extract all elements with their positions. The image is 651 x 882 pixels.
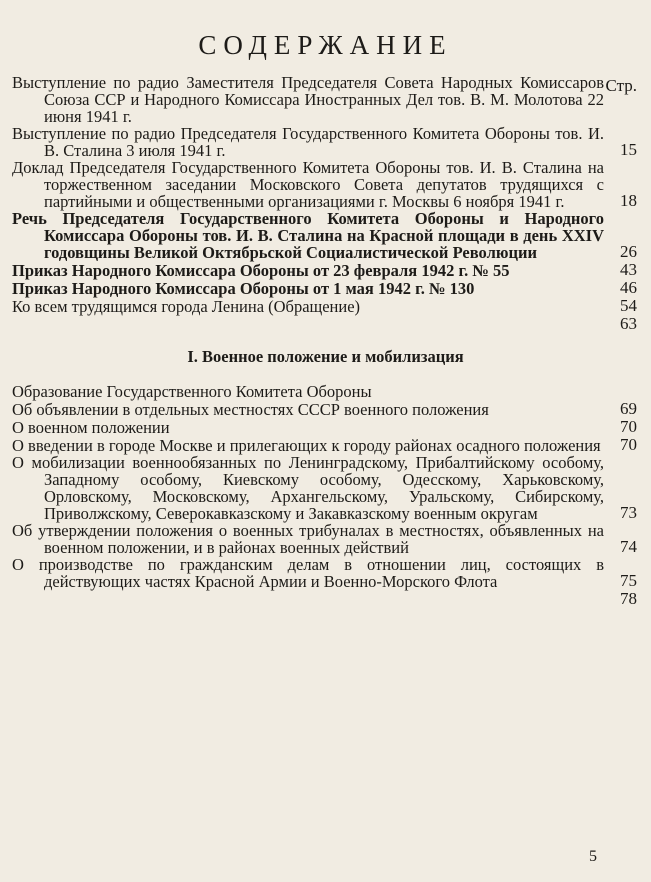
toc-entry-title: О мобилизации военнообязанных по Ленинградскому, Прибалтийскому особому, Западному особому, Киевскому особому, Одесскому, Харьковскому, Орловскому, Московскому, Архангельскому, Уральскому, Сибирскому, Приволжскому, Северокавказскому и Закавказскому военным округам xyxy=(12,453,604,523)
toc-entry-page: 54 xyxy=(620,296,637,315)
toc-entry-title: Приказ Народного Комиссара Обороны от 23 февраля 1942 г. № 55 xyxy=(12,261,510,280)
toc-entry-page: 43 xyxy=(620,260,637,279)
toc-entry xyxy=(0,454,651,522)
toc-entry-title: О производстве по гражданским делам в отношении лиц, состоящих в действующих частях Красной Армии и Военно-Морского Флота xyxy=(12,555,604,591)
section-heading: I. Военное положение и мобилизация xyxy=(187,347,464,366)
toc-last-page-row xyxy=(0,590,651,608)
toc-entry xyxy=(0,74,651,125)
toc-entry xyxy=(0,556,651,590)
toc-entry-page: 70 xyxy=(620,417,637,436)
toc-entry-title: Образование Государственного Комитета Обороны xyxy=(12,382,372,401)
toc-entry xyxy=(0,297,651,315)
toc-entry-page: 26 xyxy=(620,242,637,261)
toc-entry-title: Ко всем трудящимся города Ленина (Обращение) xyxy=(12,297,361,316)
toc-entry xyxy=(0,418,651,436)
toc-entry-page: 18 xyxy=(620,191,637,210)
toc-entry xyxy=(0,383,651,400)
toc-entry-title: Речь Председателя Государственного Комитета Обороны и Народного Комиссара Обороны тов. И. В. Сталина на Красной площади в день XXIV годовщины Великой Октябрьской Социалистической Революции xyxy=(12,209,604,262)
toc-entry-title: Выступление по радио Председателя Государственного Комитета Обороны тов. И. В. Сталина 3 июля 1941 г. xyxy=(12,124,604,160)
toc-last-page: 78 xyxy=(620,589,637,608)
toc-entry-title: Выступление по радио Заместителя Председателя Совета Народных Комиссаров Союза ССР и Народного Комиссара Иностранных Дел тов. В. М. Молотова 22 июня 1941 г. xyxy=(12,73,604,126)
toc-entry xyxy=(0,436,651,454)
toc-entry xyxy=(0,125,651,159)
toc-entry-page: 75 xyxy=(620,571,637,590)
toc-entry-page xyxy=(604,124,637,125)
toc-entry-page: 73 xyxy=(620,503,637,522)
toc-entry-page: 46 xyxy=(620,278,637,297)
toc-entry xyxy=(0,261,651,279)
toc-block-section-1 xyxy=(0,383,651,590)
toc-entry xyxy=(0,210,651,261)
page-number: 5 xyxy=(589,848,597,865)
toc-entry xyxy=(0,522,651,556)
toc-entry-title: Об утверждении положения о военных трибуналах в местностях, объявленных на военном положении, и в районах военных действий xyxy=(12,521,604,557)
toc-entry-page: 74 xyxy=(620,537,637,556)
toc-entry xyxy=(0,400,651,418)
toc-entry-title: Приказ Народного Комиссара Обороны от 1 мая 1942 г. № 130 xyxy=(12,279,475,298)
table-of-contents xyxy=(0,74,651,608)
toc-entry xyxy=(0,279,651,297)
toc-entry-page: 70 xyxy=(620,435,637,454)
toc-block-intro xyxy=(0,74,651,315)
toc-entry-page: 69 xyxy=(620,399,637,418)
toc-entry-page: 15 xyxy=(620,140,637,159)
toc-entry-title: Доклад Председателя Государственного Комитета Обороны тов. И. В. Сталина на торжественном заседании Московского Совета депутатов трудящихся с партийными и общественными организациями г. Москвы 6 ноября 1941 г. xyxy=(12,158,604,211)
toc-entry-title: О военном положении xyxy=(12,418,170,437)
toc-extra-page-row xyxy=(0,315,651,333)
toc-entry-title: Об объявлении в отдельных местностях СССР военного положения xyxy=(12,400,489,419)
toc-entry-title: О введении в городе Москве и прилегающих к городу районах осадного положения xyxy=(12,436,601,455)
toc-entry xyxy=(0,159,651,210)
page-column-label: Стр. xyxy=(605,76,637,95)
toc-extra-page: 63 xyxy=(620,314,637,333)
page-title: СОДЕРЖАНИЕ xyxy=(198,30,453,60)
